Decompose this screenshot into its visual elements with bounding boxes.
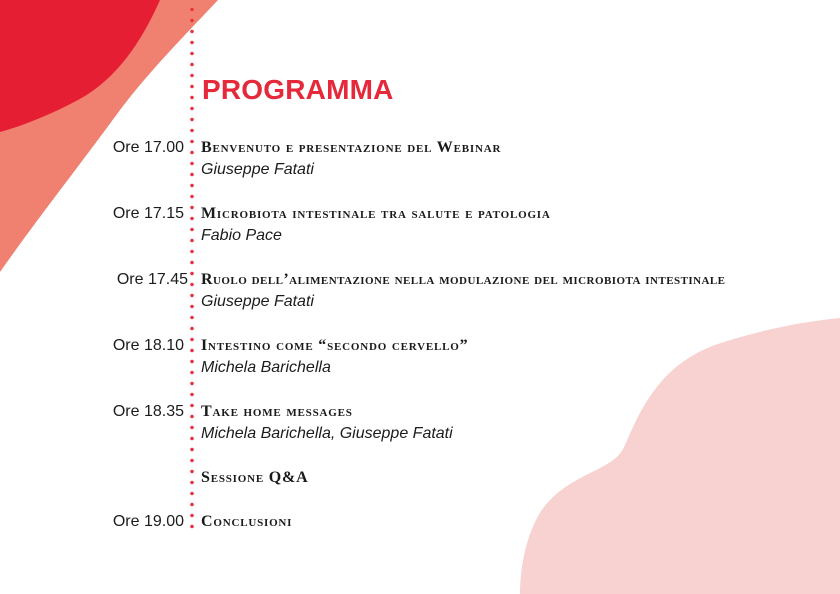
timeline-dotted-line bbox=[190, 4, 194, 532]
item-5-speaker: Michela Barichella, Giuseppe Fatati bbox=[201, 425, 453, 442]
item-5-time: Ore 18.35 bbox=[112, 403, 184, 420]
item-4-time: Ore 18.10 bbox=[112, 337, 184, 354]
item-1-title: Benvenuto e presentazione del Webinar bbox=[201, 139, 502, 156]
item-6-title: Sessione Q&A bbox=[201, 469, 309, 486]
item-4-title: Intestino come “secondo cervello” bbox=[201, 337, 469, 354]
item-5-title: Take home messages bbox=[201, 403, 353, 420]
item-2-title: Microbiota intestinale tra salute e patologia bbox=[201, 205, 551, 222]
item-4-speaker: Michela Barichella bbox=[201, 359, 331, 376]
item-3-title: Ruolo dell’alimentazione nella modulazione del microbiota intestinale bbox=[201, 271, 726, 288]
item-7-time: Ore 19.00 bbox=[112, 513, 184, 530]
page-title: PROGRAMMA bbox=[202, 74, 394, 105]
pink-blob-shape bbox=[520, 318, 840, 594]
item-3-time: Ore 17.45 bbox=[116, 271, 188, 288]
item-7-title: Conclusioni bbox=[201, 513, 293, 530]
item-2-time: Ore 17.15 bbox=[112, 205, 184, 222]
item-2-speaker: Fabio Pace bbox=[201, 227, 282, 244]
item-3-speaker: Giuseppe Fatati bbox=[201, 293, 314, 310]
item-1-time: Ore 17.00 bbox=[112, 139, 184, 156]
item-1-speaker: Giuseppe Fatati bbox=[201, 161, 314, 178]
